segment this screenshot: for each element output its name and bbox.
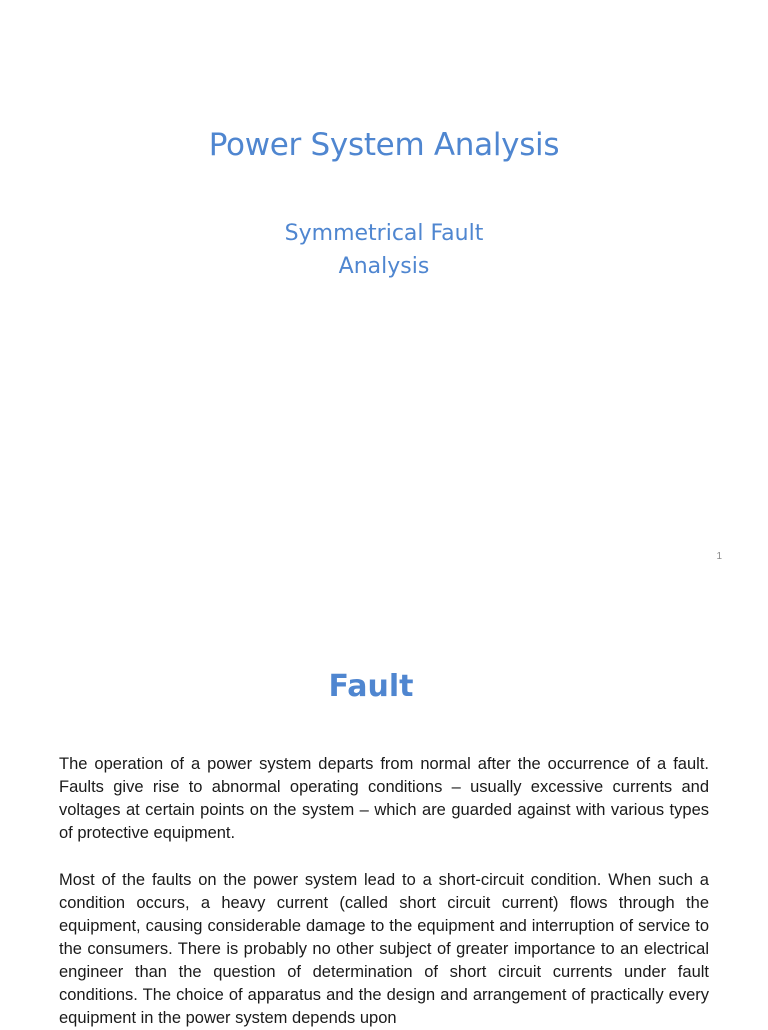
body-paragraph-1: The operation of a power system departs from normal after the occurrence of a fault. Faults give rise to abnormal operating conditions – usually excessive currents and voltages at certain points on the system – which are guarded against with various types of protective equipment. [59,755,709,842]
page-number: 1 [716,551,722,562]
subtitle-line-1: Symmetrical Fault [284,221,484,246]
body-paragraph-2: Most of the faults on the power system lead to a short-circuit condition. When such a condition occurs, a heavy current (called short circuit current) flows through the equipment, causing considerable damage to the equipment and interruption of service to the consumers. There is probably no other subject of greater importance to an electrical engineer than the question of determination of short circuit currents under fault conditions. The choice of apparatus and the design and arrangement of practically every equipment in the power system depends upon [59,871,709,1027]
slide-subtitle [0,217,768,283]
slide-2 [0,576,768,1027]
subtitle-line-2: Analysis [338,254,430,279]
section-title: Fault [328,669,414,704]
slide-title: Power System Analysis [208,127,560,163]
